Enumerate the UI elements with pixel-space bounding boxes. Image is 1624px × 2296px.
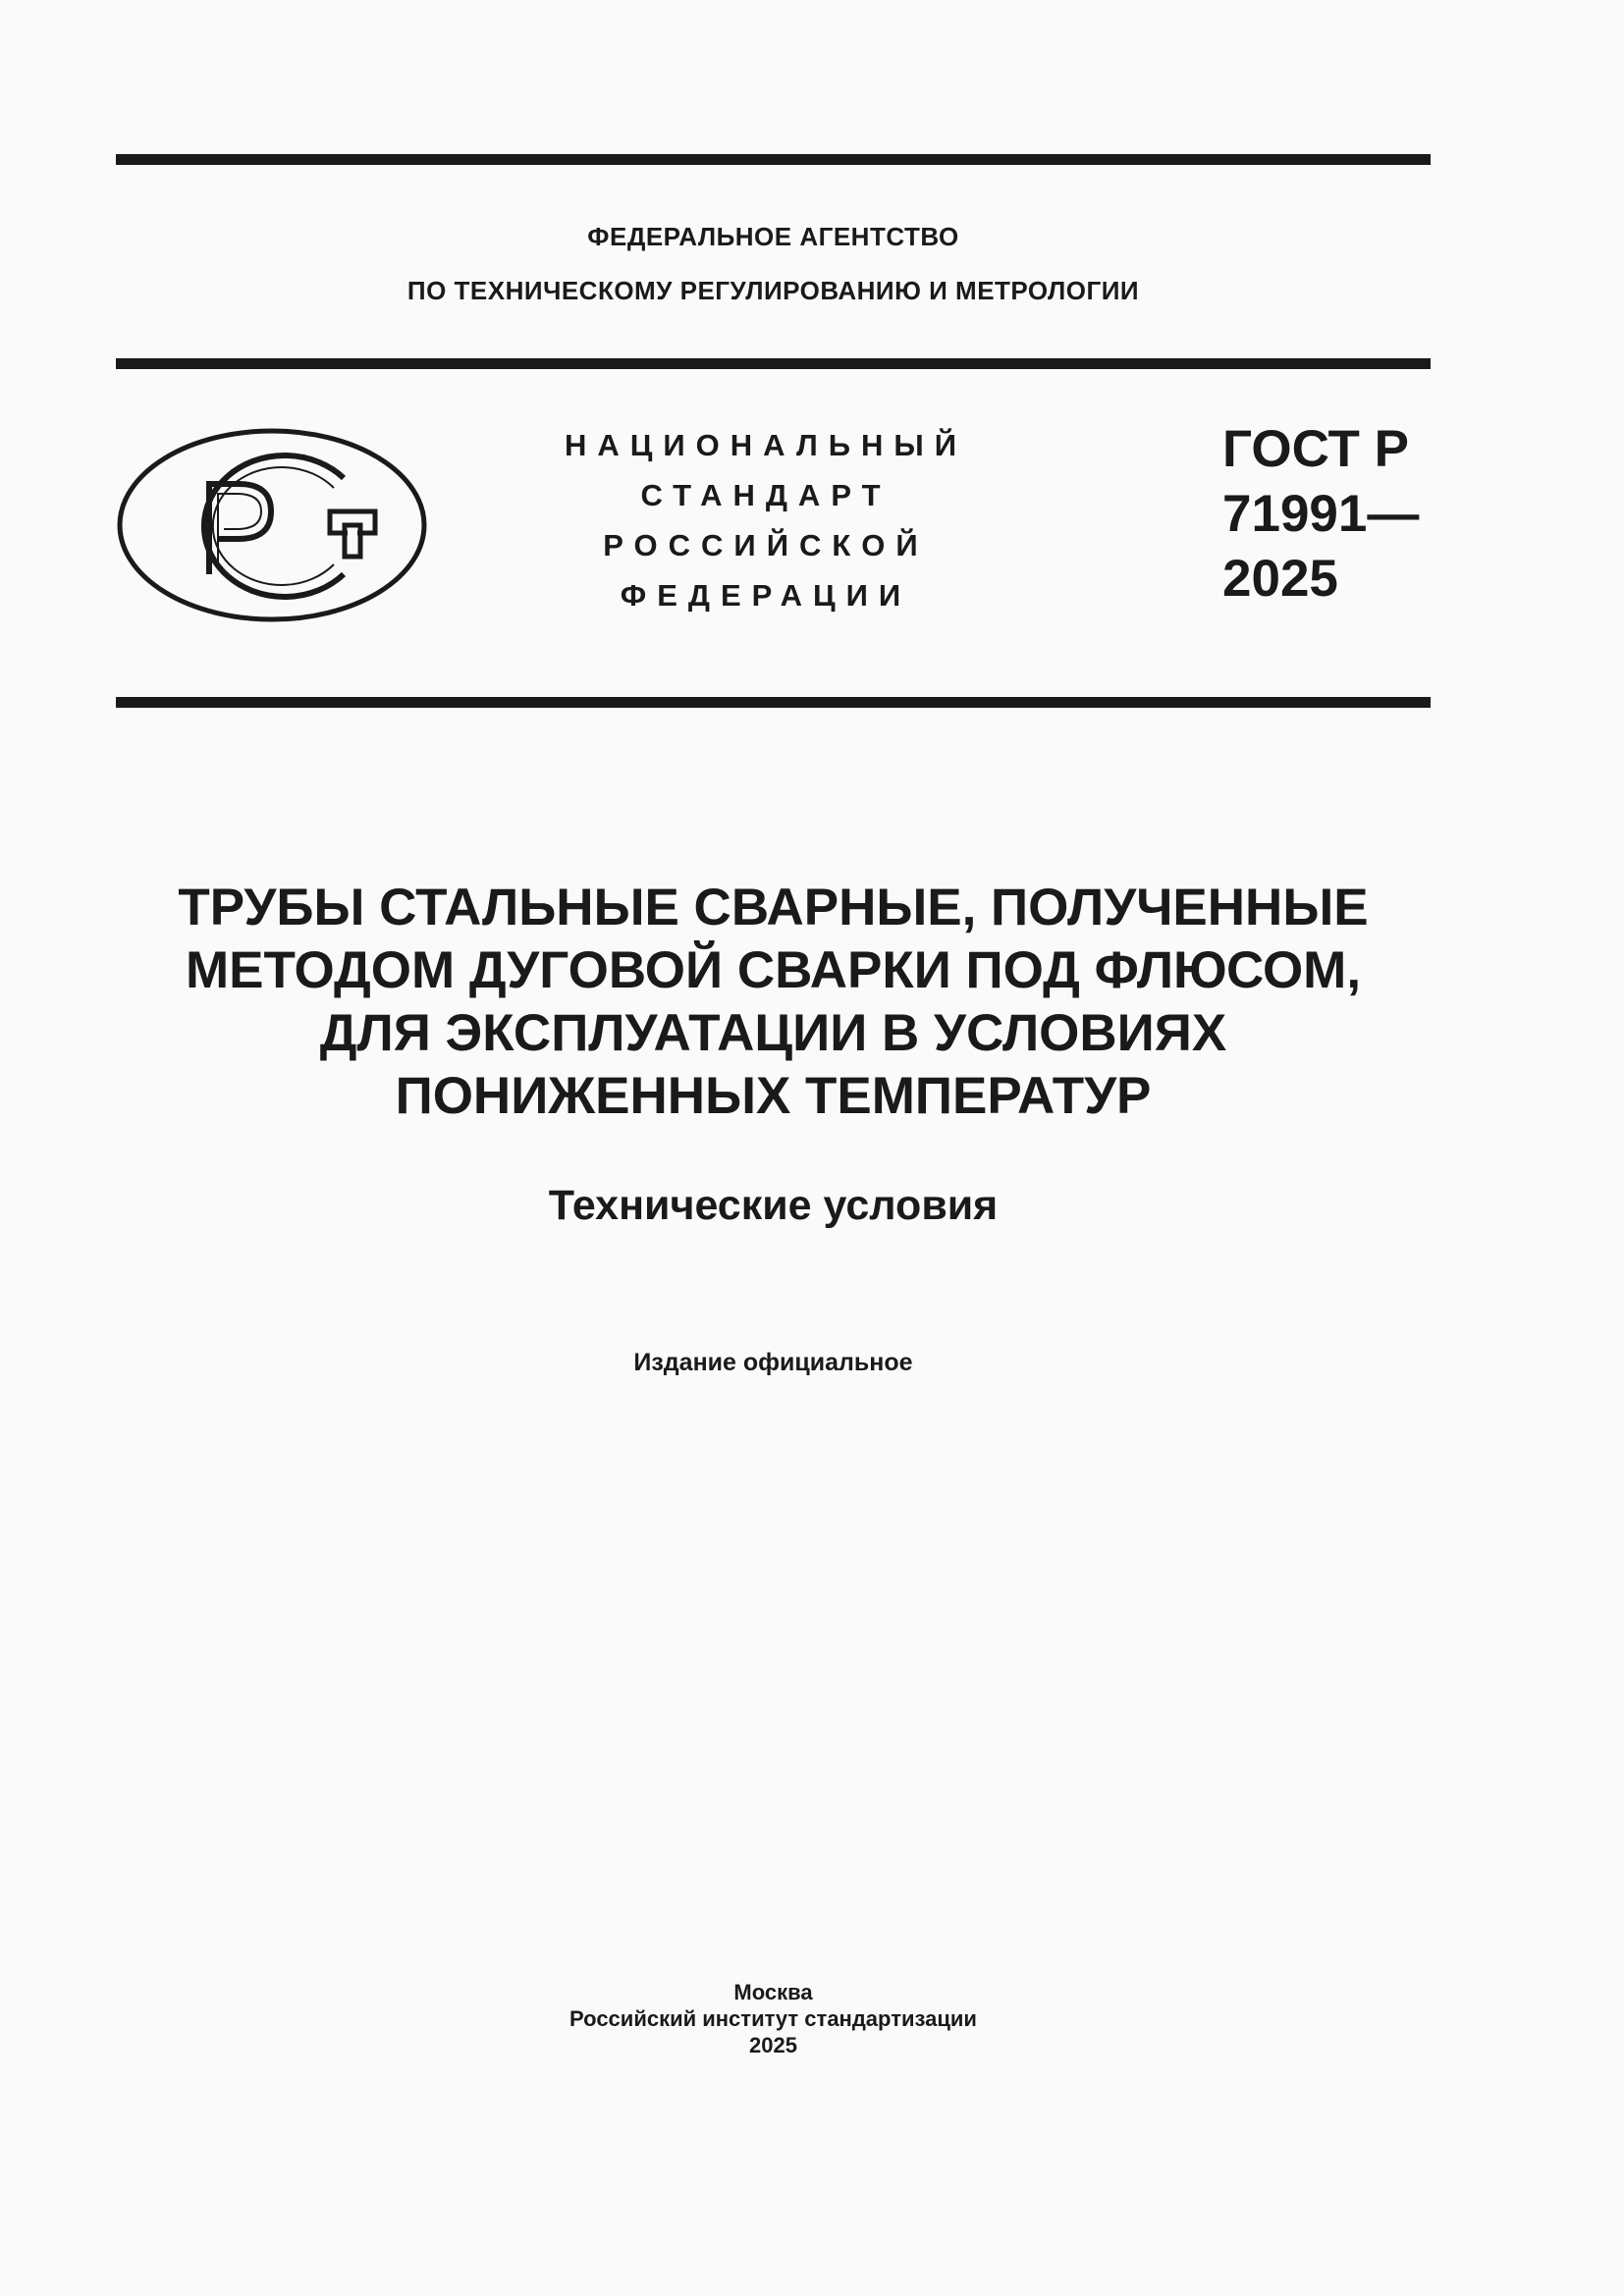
national-standard-line: ФЕДЕРАЦИИ (620, 578, 912, 613)
header-bottom-rule (116, 697, 1431, 708)
title-line: МЕТОДОМ ДУГОВОЙ СВАРКИ ПОД ФЛЮСОМ, (185, 941, 1362, 999)
edition-note: Издание официальное (633, 1349, 913, 1376)
standard-designation (1222, 417, 1419, 612)
designation-line: 2025 (1222, 550, 1338, 608)
top-rule (116, 154, 1431, 165)
national-standard-line: РОССИЙСКОЙ (603, 528, 929, 562)
imprint-year: 2025 (749, 2033, 797, 2057)
title-line: ДЛЯ ЭКСПЛУАТАЦИИ В УСЛОВИЯХ (319, 1004, 1227, 1062)
national-standard-line: СТАНДАРТ (640, 478, 892, 512)
designation-line: ГОСТ Р (1222, 420, 1409, 478)
imprint (116, 1979, 1431, 2058)
title-line: ПОНИЖЕННЫХ ТЕМПЕРАТУР (395, 1067, 1152, 1125)
imprint-city: Москва (733, 1980, 813, 2004)
document-subtitle: Технические условия (548, 1182, 999, 1229)
rst-logo-icon (116, 427, 428, 623)
header-rule (116, 358, 1431, 369)
document-title (116, 877, 1431, 1128)
national-standard-label (520, 420, 1011, 620)
designation-line: 71991— (1222, 485, 1420, 543)
imprint-publisher: Российский институт стандартизации (569, 2006, 977, 2031)
national-standard-line: НАЦИОНАЛЬНЫЙ (564, 428, 968, 462)
agency-name-line-2: ПО ТЕХНИЧЕСКОМУ РЕГУЛИРОВАНИЮ И МЕТРОЛОГИИ (406, 276, 1140, 305)
agency-name-line-1: ФЕДЕРАЛЬНОЕ АГЕНТСТВО (587, 222, 959, 251)
title-line: ТРУБЫ СТАЛЬНЫЕ СВАРНЫЕ, ПОЛУЧЕННЫЕ (178, 879, 1369, 936)
